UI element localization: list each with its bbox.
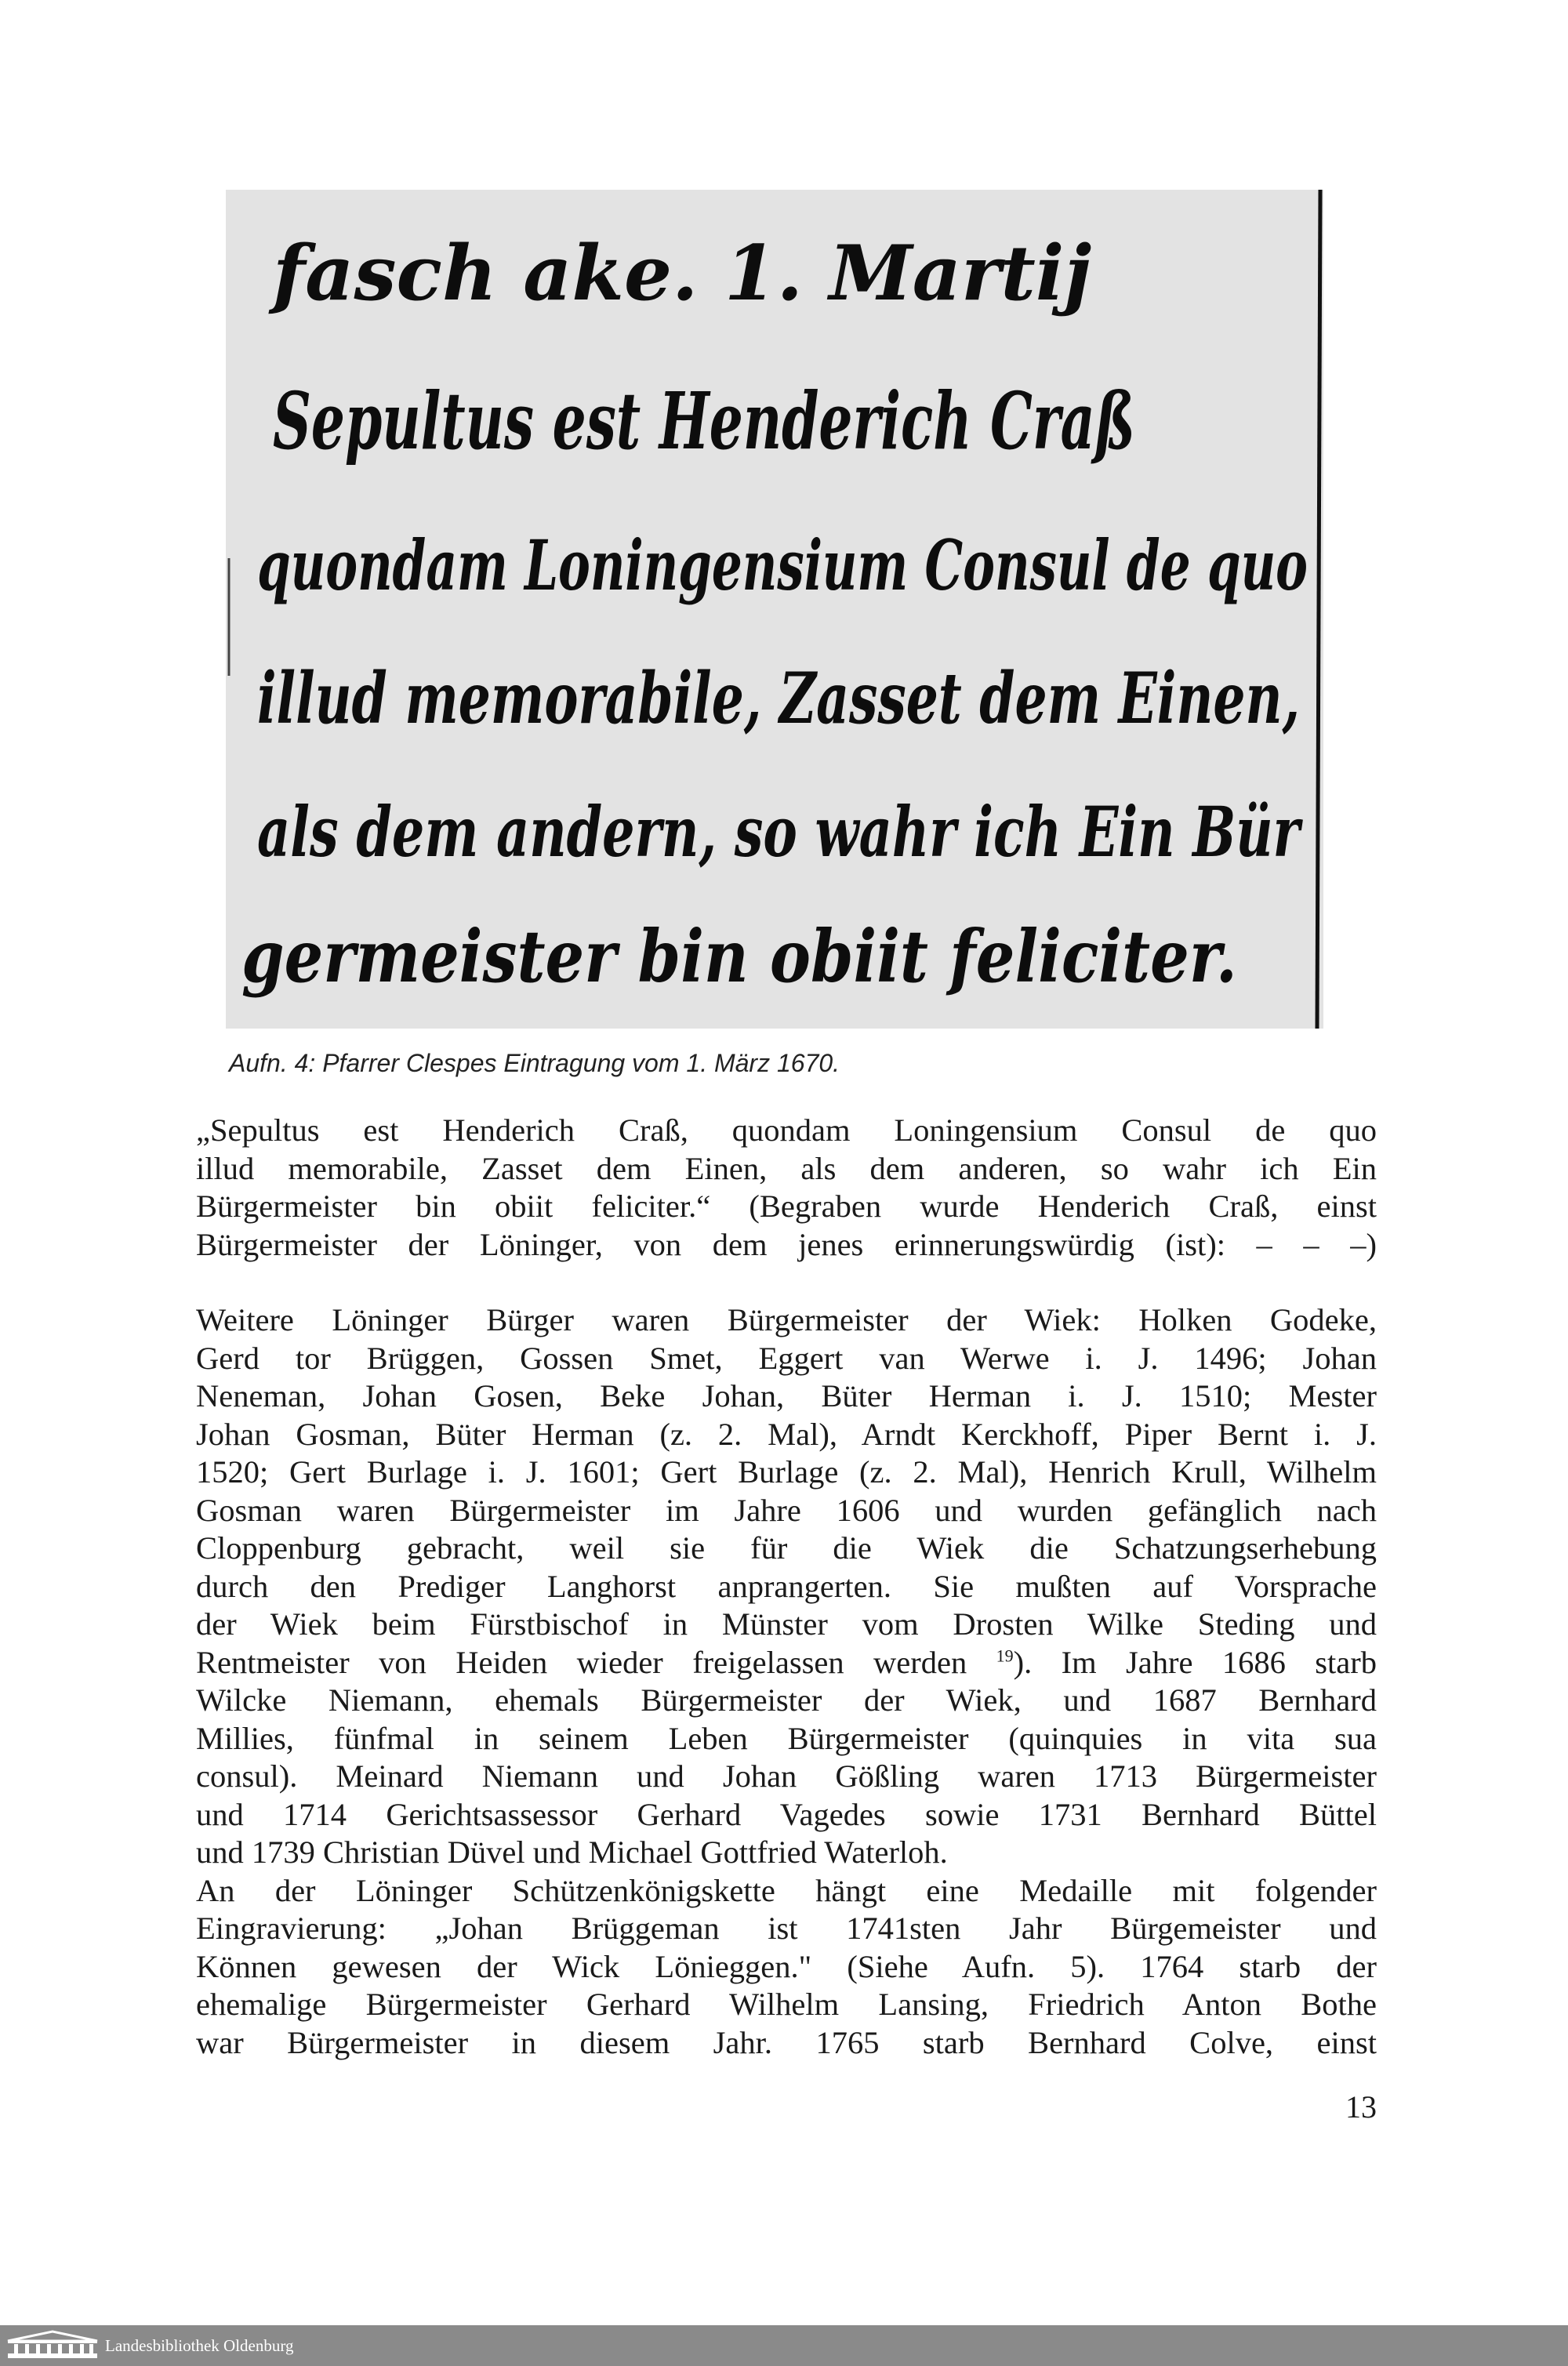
- handwritten-register-photo: [226, 190, 1323, 1029]
- text-line: Können gewesen der Wick Lönieggen." (Siehe Aufn. 5). 1764 starb der: [196, 1948, 1377, 1984]
- text-line-with-footnote: [196, 1644, 1377, 1682]
- text-line: Neneman, Johan Gosen, Beke Johan, Büter Herman i. J. 1510; Mester: [196, 1378, 1377, 1413]
- text-line: und 1739 Christian Düvel und Michael Gottfried Waterloh.: [196, 1834, 948, 1870]
- handwriting-line: Sepultus est Henderich Craß: [273, 375, 1135, 467]
- handwriting-line: illud memorabile, Zasset dem Einen,: [257, 657, 1300, 740]
- text-line: ehemalige Bürgermeister Gerhard Wilhelm Lansing, Friedrich Anton Bothe: [196, 1987, 1377, 2022]
- body-text: [196, 1301, 1377, 2062]
- text-segment: ). Im Jahre 1686 starb: [1013, 1644, 1377, 1680]
- text-line: 1520; Gert Burlage i. J. 1601; Gert Burlage (z. 2. Mal), Henrich Krull, Wilhelm: [196, 1454, 1377, 1490]
- text-line: An der Löninger Schützenkönigskette hängt eine Medaille mit folgender: [196, 1872, 1377, 1908]
- library-building-icon: [6, 2330, 99, 2361]
- text-line: durch den Prediger Langhorst anprangerten. Sie mußten auf Vorsprache: [196, 1568, 1377, 1604]
- library-footer-bar: [0, 2325, 1568, 2366]
- text-line: war Bürgermeister in diesem Jahr. 1765 starb Bernhard Colve, einst: [196, 2024, 1377, 2060]
- handwriting-line: quondam Loningensium Consul de quo: [257, 524, 1308, 606]
- library-name: Landesbibliothek Oldenburg: [105, 2336, 294, 2355]
- text-line: Gosman waren Bürgermeister im Jahre 1606 und wurden gefänglich nach: [196, 1492, 1377, 1528]
- text-segment: Rentmeister von Heiden wieder freigelassen werden: [196, 1644, 967, 1680]
- handwriting-line: als dem andern, so wahr ich Ein Bür: [257, 791, 1304, 873]
- text-line: Cloppenburg gebracht, weil sie für die Wiek die Schatzungserhebung: [196, 1530, 1377, 1566]
- text-line: Weitere Löninger Bürger waren Bürgermeister der Wiek: Holken Godeke,: [196, 1302, 1377, 1337]
- figure-caption: Aufn. 4: Pfarrer Clespes Eintragung vom 1. März 1670.: [229, 1049, 840, 1077]
- quote-line: „Sepultus est Henderich Craß, quondam Loningensium Consul de quo: [196, 1112, 1377, 1148]
- quote-line: illud memorabile, Zasset dem Einen, als dem anderen, so wahr ich Ein: [196, 1150, 1377, 1186]
- text-line: und 1714 Gerichtsassessor Gerhard Vagedes sowie 1731 Bernhard Büttel: [196, 1796, 1377, 1832]
- footnote-reference: 19: [996, 1646, 1014, 1665]
- quote-line: Bürgermeister der Löninger, von dem jenes erinnerungswürdig (ist): – – –): [196, 1226, 1377, 1262]
- page-number: 13: [1345, 2089, 1377, 2125]
- handwriting-line: fasch ake. 1. Martij: [273, 229, 1092, 318]
- quote-block: [196, 1112, 1377, 1264]
- handwriting-line: germeister bin obiit feliciter.: [241, 914, 1237, 999]
- text-line: Eingravierung: „Johan Brüggeman ist 1741sten Jahr Bürgemeister und: [196, 1911, 1377, 1946]
- text-line: der Wiek beim Fürstbischof in Münster vom Drosten Wilke Steding und: [196, 1606, 1377, 1642]
- text-line: Johan Gosman, Büter Herman (z. 2. Mal), Arndt Kerckhoff, Piper Bernt i. J.: [196, 1416, 1377, 1452]
- text-line: Gerd tor Brüggen, Gossen Smet, Eggert van Werwe i. J. 1496; Johan: [196, 1340, 1377, 1376]
- quote-line: Bürgermeister bin obiit feliciter.“ (Begraben wurde Henderich Craß, einst: [196, 1188, 1377, 1224]
- text-line: Wilcke Niemann, ehemals Bürgermeister der Wiek, und 1687 Bernhard: [196, 1682, 1377, 1718]
- text-line: Millies, fünfmal in seinem Leben Bürgermeister (quinquies in vita sua: [196, 1720, 1377, 1756]
- text-line: consul). Meinard Niemann und Johan Gößling waren 1713 Bürgermeister: [196, 1758, 1377, 1794]
